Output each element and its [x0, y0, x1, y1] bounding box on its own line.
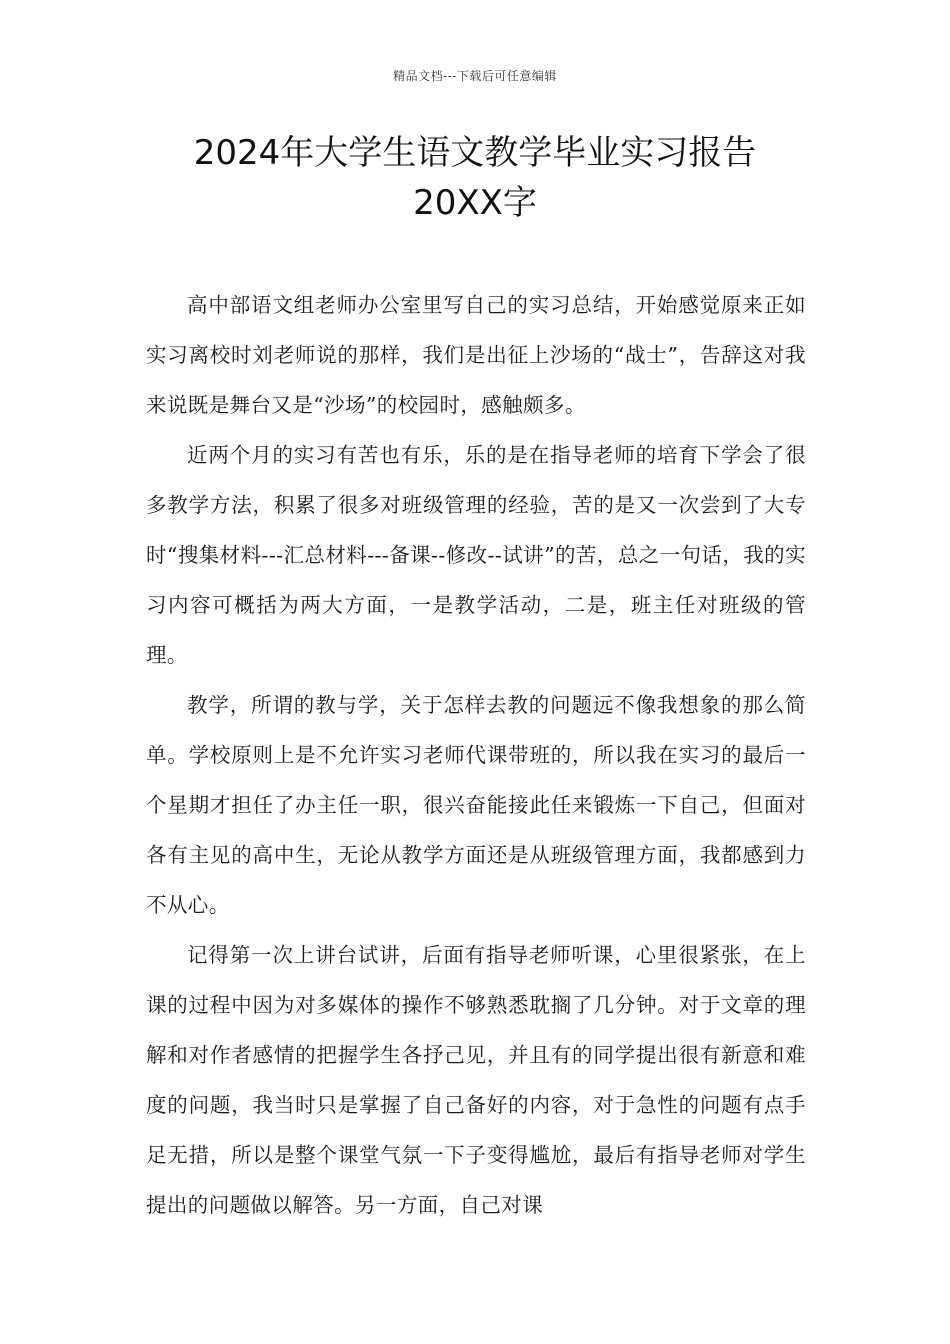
title-line-2: 20XX字 [413, 183, 537, 223]
paragraph-1: 高中部语文组老师办公室里写自己的实习总结，开始感觉原来正如实习离校时刘老师说的那样，我们是出征上沙场的“战士”，告辞这对我来说既是舞台又是“沙场”的校园时，感触颇多。 [146, 293, 806, 417]
document-body [146, 280, 806, 1230]
paragraph-4: 记得第一次上讲台试讲，后面有指导老师听课，心里很紧张，在上课的过程中因为对多媒体的操作不够熟悉耽搁了几分钟。对于文章的理解和对作者感情的把握学生各抒己见，并且有的同学提出很有新意和难度的问题，我当时只是掌握了自己备好的内容，对于急性的问题有点手足无措，所以是整个课堂气氛一下子变得尴尬，最后有指导老师对学生提出的问题做以解答。另一方面，自己对课 [146, 943, 806, 1217]
document-title [100, 128, 850, 228]
header-note: 精品文档---下载后可任意编辑 [393, 69, 557, 83]
paragraph-2: 近两个月的实习有苦也有乐，乐的是在指导老师的培育下学会了很多教学方法，积累了很多对班级管理的经验，苦的是又一次尝到了大专时“搜集材料---汇总材料---备课--修改--试讲”的苦，总之一句话，我的实习内容可概括为两大方面，一是教学活动，二是，班主任对班级的管理。 [146, 443, 806, 667]
title-line-1: 2024年大学生语文教学毕业实习报告 [193, 133, 757, 173]
paragraph-3: 教学，所谓的教与学，关于怎样去教的问题远不像我想象的那么简单。学校原则上是不允许实习老师代课带班的，所以我在实习的最后一个星期才担任了办主任一职，很兴奋能接此任来锻炼一下自己，但面对各有主见的高中生，无论从教学方面还是从班级管理方面，我都感到力不从心。 [146, 693, 806, 917]
